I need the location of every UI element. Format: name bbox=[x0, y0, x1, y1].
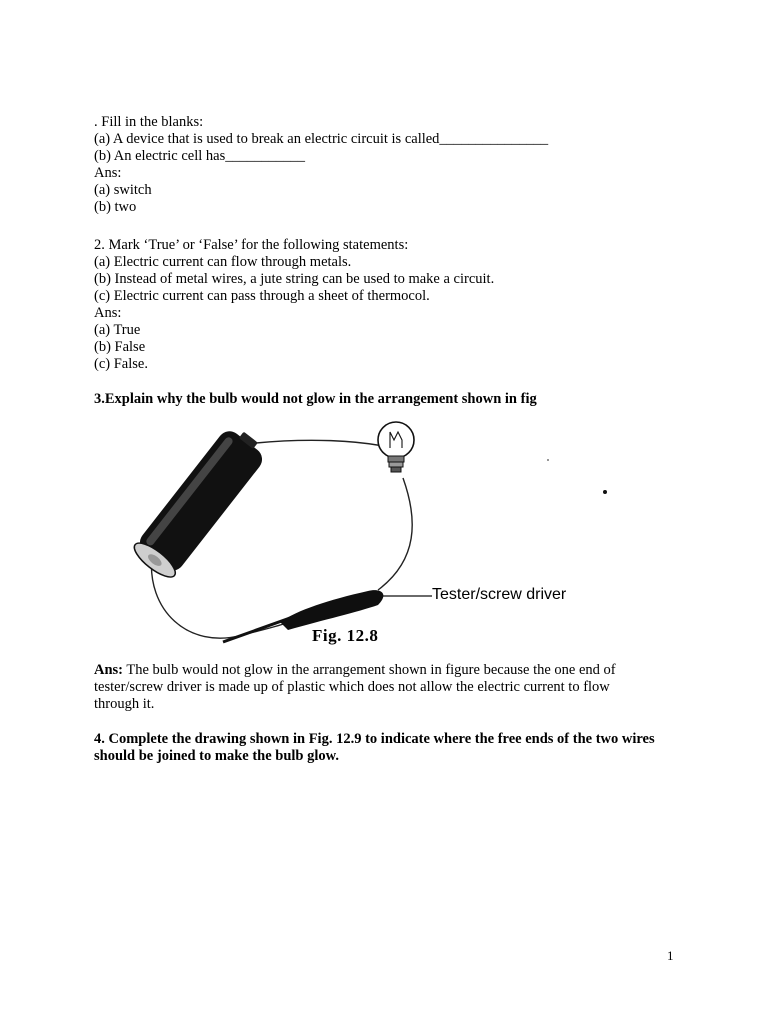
circuit-illustration bbox=[128, 410, 688, 662]
q3-answer-text: The bulb would not glow in the arrangement shown in figure because the one end of tester/screw driver is made up of plastic which does not allow the electric current to flow through it. bbox=[94, 662, 616, 712]
bulb-icon bbox=[378, 422, 414, 472]
q2-answer-label: Ans: bbox=[94, 305, 122, 321]
q2-answer-c: (c) False. bbox=[94, 356, 148, 372]
speck-dot bbox=[603, 490, 607, 494]
wire-right bbox=[378, 478, 412, 590]
question-2 bbox=[94, 237, 694, 373]
question-3 bbox=[94, 391, 694, 713]
q2-part-c: (c) Electric current can pass through a sheet of thermocol. bbox=[94, 288, 430, 304]
wire-top bbox=[256, 440, 393, 448]
q1-answer-b: (b) two bbox=[94, 199, 137, 215]
page-number: 1 bbox=[667, 948, 674, 963]
q4-heading: 4. Complete the drawing shown in Fig. 12.9 to indicate where the free ends of the two wires should be joined to make the bulb glow. bbox=[94, 731, 655, 764]
q1-part-b: (b) An electric cell has___________ bbox=[94, 148, 305, 164]
question-1 bbox=[94, 114, 694, 216]
q3-answer bbox=[94, 662, 656, 713]
q2-part-a: (a) Electric current can flow through metals. bbox=[94, 254, 352, 270]
q1-heading: . Fill in the blanks: bbox=[94, 114, 204, 130]
figure-caption: Fig. 12.8 bbox=[312, 626, 379, 645]
battery-cell-icon bbox=[130, 422, 271, 583]
speck-dot bbox=[547, 459, 549, 461]
question-4 bbox=[94, 731, 694, 765]
q2-heading: 2. Mark ‘True’ or ‘False’ for the following statements: bbox=[94, 237, 409, 253]
document-page bbox=[94, 114, 694, 765]
q1-answer-label: Ans: bbox=[94, 165, 122, 181]
tester-screwdriver-label: Tester/screw driver bbox=[432, 586, 567, 603]
q2-part-b: (b) Instead of metal wires, a jute string can be used to make a circuit. bbox=[94, 271, 495, 287]
q1-answer-a: (a) switch bbox=[94, 182, 152, 198]
q3-answer-label: Ans: bbox=[94, 662, 124, 678]
q1-part-a: (a) A device that is used to break an electric circuit is called_______________ bbox=[94, 131, 549, 147]
q2-answer-a: (a) True bbox=[94, 322, 141, 338]
q2-answer-b: (b) False bbox=[94, 339, 146, 355]
q3-heading: 3.Explain why the bulb would not glow in the arrangement shown in fig bbox=[94, 391, 537, 407]
figure-12-8 bbox=[128, 410, 688, 662]
